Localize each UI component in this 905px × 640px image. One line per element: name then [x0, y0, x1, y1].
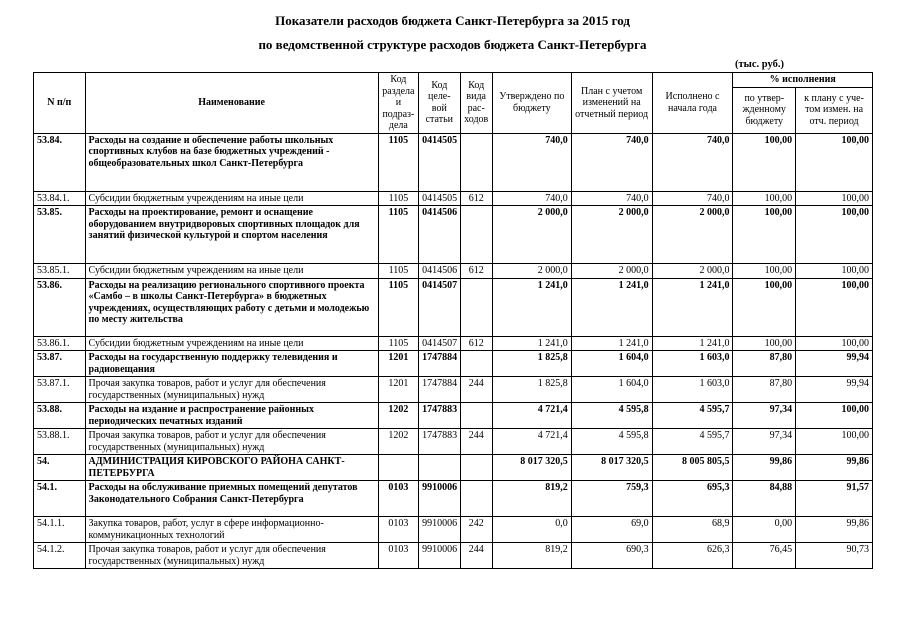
row-number: 53.85.: [34, 206, 86, 264]
row-kod-vida: [460, 278, 492, 336]
table-row: [34, 133, 873, 191]
row-kod-vida: 612: [460, 191, 492, 206]
row-kod-statyi: 1747883: [419, 403, 460, 429]
row-kod-vida: [460, 206, 492, 264]
row-pct-plan: 91,57: [796, 481, 873, 517]
row-plan: 4 595,8: [571, 429, 652, 455]
row-utverzhdeno: 2 000,0: [492, 264, 571, 279]
row-kod-statyi: 0414505: [419, 191, 460, 206]
row-ispolneno: 68,9: [652, 517, 733, 543]
row-kod-vida: 244: [460, 429, 492, 455]
header-pct-budget: по утвер-жденному бюджету: [733, 87, 796, 133]
row-pct-plan: 100,00: [796, 278, 873, 336]
row-kod-statyi: [419, 455, 460, 481]
units-label: (тыс. руб.): [735, 59, 784, 70]
row-pct-budget: 0,00: [733, 517, 796, 543]
document-subtitle: по ведомственной структуре расходов бюджета Санкт-Петербурга: [258, 37, 647, 52]
table-row: [34, 517, 873, 543]
row-kod-razdela: 1105: [378, 278, 418, 336]
row-number: 54.1.2.: [34, 543, 86, 569]
row-kod-razdela: 1105: [378, 191, 418, 206]
row-pct-plan: 100,00: [796, 264, 873, 279]
row-kod-razdela: 1201: [378, 377, 418, 403]
table-row: [34, 206, 873, 264]
row-kod-vida: 244: [460, 377, 492, 403]
row-kod-vida: 612: [460, 336, 492, 351]
row-plan: 8 017 320,5: [571, 455, 652, 481]
row-ispolneno: 1 241,0: [652, 336, 733, 351]
row-pct-budget: 100,00: [733, 191, 796, 206]
row-number: 53.85.1.: [34, 264, 86, 279]
row-kod-vida: [460, 403, 492, 429]
row-number: 53.87.1.: [34, 377, 86, 403]
row-number: 53.86.1.: [34, 336, 86, 351]
row-kod-statyi: 0414507: [419, 278, 460, 336]
row-name: Закупка товаров, работ, услуг в сфере информационно-коммуникационных технологий: [85, 517, 378, 543]
row-kod-statyi: 9910006: [419, 517, 460, 543]
row-plan: 4 595,8: [571, 403, 652, 429]
row-pct-plan: 100,00: [796, 206, 873, 264]
row-pct-budget: 100,00: [733, 278, 796, 336]
row-name: Прочая закупка товаров, работ и услуг для обеспечения государственных (муниципальных) нужд: [85, 377, 378, 403]
row-utverzhdeno: 819,2: [492, 481, 571, 517]
row-number: 53.88.1.: [34, 429, 86, 455]
row-number: 54.1.1.: [34, 517, 86, 543]
row-ispolneno: 1 603,0: [652, 351, 733, 377]
header-plan: План с учетом изменений на отчетный период: [571, 73, 652, 134]
row-kod-razdela: 1105: [378, 264, 418, 279]
row-name: Субсидии бюджетным учреждениям на иные цели: [85, 336, 378, 351]
row-pct-plan: 99,94: [796, 377, 873, 403]
row-plan: 740,0: [571, 133, 652, 191]
row-pct-budget: 97,34: [733, 403, 796, 429]
row-ispolneno: 740,0: [652, 191, 733, 206]
row-name: Расходы на обслуживание приемных помещений депутатов Законодательного Собрания Санкт-Петербурга: [85, 481, 378, 517]
row-kod-razdela: 1105: [378, 206, 418, 264]
row-pct-plan: 99,86: [796, 455, 873, 481]
row-plan: 759,3: [571, 481, 652, 517]
row-number: 53.87.: [34, 351, 86, 377]
row-kod-vida: 612: [460, 264, 492, 279]
row-name: Субсидии бюджетным учреждениям на иные цели: [85, 191, 378, 206]
row-utverzhdeno: 2 000,0: [492, 206, 571, 264]
row-kod-statyi: 9910006: [419, 481, 460, 517]
row-pct-plan: 100,00: [796, 133, 873, 191]
row-utverzhdeno: 1 825,8: [492, 377, 571, 403]
row-plan: 1 241,0: [571, 336, 652, 351]
row-utverzhdeno: 0,0: [492, 517, 571, 543]
row-ispolneno: 4 595,7: [652, 403, 733, 429]
header-utverzhdeno: Утверждено по бюджету: [492, 73, 571, 134]
table-row: [34, 278, 873, 336]
header-pct-group: % исполнения: [733, 73, 873, 88]
row-utverzhdeno: 4 721,4: [492, 429, 571, 455]
row-pct-budget: 87,80: [733, 351, 796, 377]
row-kod-razdela: 0103: [378, 543, 418, 569]
row-number: 53.84.1.: [34, 191, 86, 206]
row-ispolneno: 626,3: [652, 543, 733, 569]
table-row: [34, 336, 873, 351]
row-kod-statyi: 9910006: [419, 543, 460, 569]
row-utverzhdeno: 740,0: [492, 191, 571, 206]
row-pct-budget: 87,80: [733, 377, 796, 403]
row-pct-budget: 84,88: [733, 481, 796, 517]
row-ispolneno: 1 241,0: [652, 278, 733, 336]
row-kod-razdela: [378, 455, 418, 481]
row-plan: 2 000,0: [571, 264, 652, 279]
expenditure-table: [33, 72, 873, 569]
row-kod-vida: 244: [460, 543, 492, 569]
row-kod-statyi: 0414507: [419, 336, 460, 351]
row-ispolneno: 740,0: [652, 133, 733, 191]
row-kod-razdela: 1202: [378, 403, 418, 429]
row-name: Субсидии бюджетным учреждениям на иные цели: [85, 264, 378, 279]
row-pct-plan: 100,00: [796, 403, 873, 429]
row-kod-vida: 242: [460, 517, 492, 543]
row-name: Расходы на реализацию регионального спортивного проекта «Самбо – в школы Санкт-Петербурга» в бюджетных учреждениях, осуществляющих работу с детьми и молодежью по месту жительства: [85, 278, 378, 336]
row-pct-budget: 100,00: [733, 264, 796, 279]
row-kod-razdela: 0103: [378, 481, 418, 517]
row-kod-vida: [460, 481, 492, 517]
row-pct-budget: 100,00: [733, 336, 796, 351]
row-number: 53.86.: [34, 278, 86, 336]
row-pct-budget: 97,34: [733, 429, 796, 455]
row-ispolneno: 8 005 805,5: [652, 455, 733, 481]
row-name: Расходы на издание и распространение районных периодических печатных изданий: [85, 403, 378, 429]
row-pct-budget: 100,00: [733, 206, 796, 264]
row-name: Прочая закупка товаров, работ и услуг для обеспечения государственных (муниципальных) нужд: [85, 429, 378, 455]
row-name: Расходы на создание и обеспечение работы школьных спортивных клубов на базе бюджетных учреждений - общеобразовательных школ Санкт-Петербурга: [85, 133, 378, 191]
row-kod-statyi: 1747883: [419, 429, 460, 455]
row-kod-vida: [460, 351, 492, 377]
row-pct-plan: 99,86: [796, 517, 873, 543]
row-utverzhdeno: 819,2: [492, 543, 571, 569]
row-name: Расходы на проектирование, ремонт и оснащение оборудованием внутридворовых спортивных площадок для занятий физической культурой и спортом населения: [85, 206, 378, 264]
table-row: [34, 429, 873, 455]
row-name: Расходы на государственную поддержку телевидения и радиовещания: [85, 351, 378, 377]
row-kod-statyi: 0414506: [419, 206, 460, 264]
row-utverzhdeno: 8 017 320,5: [492, 455, 571, 481]
table-row: [34, 377, 873, 403]
header-kod-vida: Код вида рас-ходов: [460, 73, 492, 134]
row-utverzhdeno: 4 721,4: [492, 403, 571, 429]
table-row: [34, 543, 873, 569]
row-kod-razdela: 1105: [378, 133, 418, 191]
row-ispolneno: 695,3: [652, 481, 733, 517]
row-kod-vida: [460, 133, 492, 191]
row-name: АДМИНИСТРАЦИЯ КИРОВСКОГО РАЙОНА САНКТ-ПЕТЕРБУРГА: [85, 455, 378, 481]
row-pct-plan: 99,94: [796, 351, 873, 377]
row-pct-plan: 100,00: [796, 429, 873, 455]
row-kod-statyi: 0414506: [419, 264, 460, 279]
row-kod-razdela: 1105: [378, 336, 418, 351]
row-plan: 1 241,0: [571, 278, 652, 336]
table-row: [34, 351, 873, 377]
header-name: Наименование: [85, 73, 378, 134]
row-kod-razdela: 1201: [378, 351, 418, 377]
row-kod-razdela: 0103: [378, 517, 418, 543]
table-row: [34, 191, 873, 206]
row-pct-plan: 100,00: [796, 191, 873, 206]
row-ispolneno: 2 000,0: [652, 264, 733, 279]
row-utverzhdeno: 1 825,8: [492, 351, 571, 377]
row-ispolneno: 4 595,7: [652, 429, 733, 455]
header-kod-razdela: Код раздела и подраз-дела: [378, 73, 418, 134]
row-name: Прочая закупка товаров, работ и услуг для обеспечения государственных (муниципальных) нужд: [85, 543, 378, 569]
row-utverzhdeno: 1 241,0: [492, 336, 571, 351]
row-pct-plan: 90,73: [796, 543, 873, 569]
row-plan: 69,0: [571, 517, 652, 543]
row-pct-plan: 100,00: [796, 336, 873, 351]
row-number: 54.: [34, 455, 86, 481]
row-number: 54.1.: [34, 481, 86, 517]
row-number: 53.88.: [34, 403, 86, 429]
row-plan: 740,0: [571, 191, 652, 206]
row-plan: 1 604,0: [571, 351, 652, 377]
row-ispolneno: 2 000,0: [652, 206, 733, 264]
row-kod-razdela: 1202: [378, 429, 418, 455]
row-ispolneno: 1 603,0: [652, 377, 733, 403]
row-kod-statyi: 1747884: [419, 351, 460, 377]
header-np: N п/п: [34, 73, 86, 134]
row-pct-budget: 100,00: [733, 133, 796, 191]
row-pct-budget: 76,45: [733, 543, 796, 569]
document-title: Показатели расходов бюджета Санкт-Петербурга за 2015 год: [275, 13, 630, 28]
row-utverzhdeno: 1 241,0: [492, 278, 571, 336]
table-row: [34, 455, 873, 481]
row-plan: 1 604,0: [571, 377, 652, 403]
row-plan: 2 000,0: [571, 206, 652, 264]
row-utverzhdeno: 740,0: [492, 133, 571, 191]
header-kod-statyi: Код целе-вой статьи: [419, 73, 460, 134]
table-row: [34, 264, 873, 279]
table-row: [34, 403, 873, 429]
row-plan: 690,3: [571, 543, 652, 569]
row-pct-budget: 99,86: [733, 455, 796, 481]
row-kod-statyi: 1747884: [419, 377, 460, 403]
table-row: [34, 481, 873, 517]
header-ispolneno: Исполнено с начала года: [652, 73, 733, 134]
row-kod-vida: [460, 455, 492, 481]
header-pct-plan: к плану с уче-том измен. на отч. период: [796, 87, 873, 133]
row-number: 53.84.: [34, 133, 86, 191]
row-kod-statyi: 0414505: [419, 133, 460, 191]
